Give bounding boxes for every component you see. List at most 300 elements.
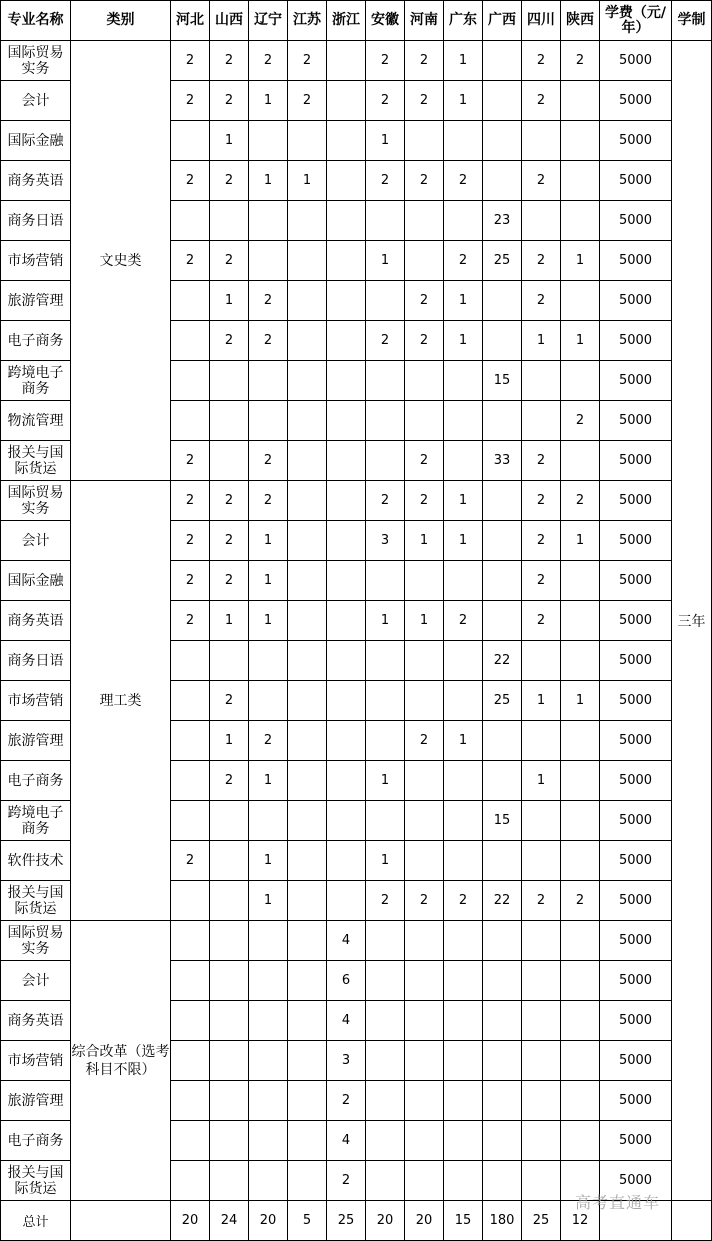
quota-cell: 2: [405, 881, 444, 921]
major-name-cell: 国际金融: [1, 561, 71, 601]
quota-cell: [327, 681, 366, 721]
fee-cell: 5000: [600, 1041, 672, 1081]
quota-cell: [327, 561, 366, 601]
quota-cell: 6: [327, 961, 366, 1001]
quota-cell: [288, 681, 327, 721]
quota-cell: 2: [249, 721, 288, 761]
quota-cell: [210, 1041, 249, 1081]
quota-cell: [171, 641, 210, 681]
quota-cell: [327, 281, 366, 321]
quota-cell: 4: [327, 1001, 366, 1041]
quota-cell: [249, 1121, 288, 1161]
fee-cell: 5000: [600, 1001, 672, 1041]
quota-cell: [522, 841, 561, 881]
quota-cell: 1: [210, 121, 249, 161]
header-province: 河南: [405, 1, 444, 41]
quota-cell: [327, 361, 366, 401]
quota-cell: [288, 601, 327, 641]
total-cell: 180: [483, 1201, 522, 1241]
fee-cell: 5000: [600, 521, 672, 561]
quota-cell: 1: [444, 721, 483, 761]
major-name-cell: 物流管理: [1, 401, 71, 441]
quota-cell: [522, 361, 561, 401]
quota-cell: [561, 441, 600, 481]
quota-cell: 2: [327, 1161, 366, 1201]
quota-cell: [405, 561, 444, 601]
major-name-cell: 国际金融: [1, 121, 71, 161]
quota-cell: [405, 801, 444, 841]
quota-cell: 1: [249, 601, 288, 641]
category-cell: 文史类: [71, 41, 171, 481]
total-row: [1, 1201, 712, 1241]
table-body: [1, 41, 712, 1241]
quota-cell: [561, 561, 600, 601]
major-name-cell: 跨境电子商务: [1, 801, 71, 841]
quota-cell: [249, 1041, 288, 1081]
fee-cell: 5000: [600, 81, 672, 121]
fee-cell: 5000: [600, 161, 672, 201]
quota-cell: [171, 1041, 210, 1081]
quota-cell: [288, 641, 327, 681]
quota-cell: 2: [366, 41, 405, 81]
fee-cell: 5000: [600, 961, 672, 1001]
major-name-cell: 电子商务: [1, 321, 71, 361]
quota-cell: [405, 121, 444, 161]
quota-cell: [327, 801, 366, 841]
header-fee: 学费（元/年）: [600, 1, 672, 41]
quota-cell: [522, 1161, 561, 1201]
header-province: 广西: [483, 1, 522, 41]
quota-cell: [288, 321, 327, 361]
quota-cell: [288, 921, 327, 961]
quota-cell: 15: [483, 361, 522, 401]
quota-cell: [483, 761, 522, 801]
quota-cell: 2: [210, 81, 249, 121]
quota-cell: [405, 401, 444, 441]
quota-cell: [210, 441, 249, 481]
quota-cell: [366, 1081, 405, 1121]
quota-cell: 2: [249, 441, 288, 481]
quota-cell: 2: [561, 401, 600, 441]
fee-cell: 5000: [600, 321, 672, 361]
quota-cell: [210, 921, 249, 961]
quota-cell: [561, 921, 600, 961]
major-name-cell: 商务英语: [1, 601, 71, 641]
quota-cell: 2: [522, 241, 561, 281]
quota-cell: [483, 601, 522, 641]
quota-cell: [171, 961, 210, 1001]
quota-cell: 25: [483, 681, 522, 721]
quota-cell: [171, 121, 210, 161]
quota-cell: [288, 1001, 327, 1041]
header-major: 专业名称: [1, 1, 71, 41]
quota-cell: [405, 641, 444, 681]
fee-cell: 5000: [600, 441, 672, 481]
quota-cell: [405, 761, 444, 801]
quota-cell: 1: [210, 601, 249, 641]
quota-cell: 33: [483, 441, 522, 481]
quota-cell: 2: [522, 81, 561, 121]
quota-cell: [522, 401, 561, 441]
quota-cell: [210, 841, 249, 881]
major-name-cell: 商务英语: [1, 161, 71, 201]
quota-cell: [444, 1121, 483, 1161]
quota-cell: [171, 1121, 210, 1161]
quota-cell: 2: [171, 161, 210, 201]
quota-cell: [483, 721, 522, 761]
category-cell: 综合改革（选考科目不限）: [71, 921, 171, 1201]
quota-cell: [561, 841, 600, 881]
quota-cell: 2: [405, 281, 444, 321]
quota-cell: [249, 201, 288, 241]
quota-cell: [249, 1161, 288, 1201]
quota-cell: 2: [210, 681, 249, 721]
quota-cell: 2: [171, 601, 210, 641]
quota-cell: 1: [249, 841, 288, 881]
quota-cell: [171, 921, 210, 961]
quota-cell: 1: [249, 521, 288, 561]
quota-cell: 2: [405, 161, 444, 201]
fee-cell: 5000: [600, 481, 672, 521]
quota-cell: [561, 1161, 600, 1201]
quota-cell: [522, 1081, 561, 1121]
quota-cell: [405, 921, 444, 961]
quota-cell: [288, 881, 327, 921]
quota-cell: 2: [171, 41, 210, 81]
quota-cell: 1: [561, 241, 600, 281]
table-row: [1, 481, 712, 521]
quota-cell: 1: [405, 601, 444, 641]
quota-cell: [249, 681, 288, 721]
quota-cell: 23: [483, 201, 522, 241]
quota-cell: [561, 1081, 600, 1121]
quota-cell: [444, 1001, 483, 1041]
quota-cell: 2: [210, 321, 249, 361]
quota-cell: 2: [210, 761, 249, 801]
fee-cell: 5000: [600, 361, 672, 401]
quota-cell: 2: [366, 81, 405, 121]
quota-cell: 1: [210, 281, 249, 321]
quota-cell: 2: [444, 241, 483, 281]
quota-cell: [210, 201, 249, 241]
quota-cell: [444, 401, 483, 441]
quota-cell: [561, 1121, 600, 1161]
quota-cell: [210, 361, 249, 401]
quota-cell: [561, 1001, 600, 1041]
quota-cell: [561, 961, 600, 1001]
quota-cell: [366, 1001, 405, 1041]
header-province: 安徽: [366, 1, 405, 41]
quota-cell: 1: [444, 481, 483, 521]
quota-cell: [327, 601, 366, 641]
quota-cell: [288, 121, 327, 161]
quota-cell: [171, 361, 210, 401]
quota-cell: [444, 801, 483, 841]
quota-cell: 2: [171, 521, 210, 561]
quota-cell: [483, 1121, 522, 1161]
quota-cell: [366, 441, 405, 481]
quota-cell: [483, 41, 522, 81]
quota-cell: [561, 641, 600, 681]
fee-cell: 5000: [600, 921, 672, 961]
fee-cell: 5000: [600, 281, 672, 321]
quota-cell: 2: [561, 41, 600, 81]
quota-cell: 1: [444, 281, 483, 321]
quota-cell: [405, 201, 444, 241]
quota-cell: 2: [561, 481, 600, 521]
quota-cell: 2: [522, 881, 561, 921]
quota-cell: [171, 1161, 210, 1201]
quota-cell: [288, 401, 327, 441]
quota-cell: [444, 1081, 483, 1121]
quota-cell: [210, 1161, 249, 1201]
header-province: 河北: [171, 1, 210, 41]
total-duration-blank: [672, 1201, 712, 1241]
quota-cell: [249, 121, 288, 161]
quota-cell: [405, 1081, 444, 1121]
quota-cell: [327, 881, 366, 921]
quota-cell: 2: [444, 881, 483, 921]
quota-cell: [171, 201, 210, 241]
fee-cell: 5000: [600, 1121, 672, 1161]
quota-cell: 1: [444, 521, 483, 561]
quota-cell: [288, 1161, 327, 1201]
quota-cell: [444, 1041, 483, 1081]
header-province: 广东: [444, 1, 483, 41]
quota-cell: 2: [366, 321, 405, 361]
total-label: 总计: [1, 1201, 71, 1241]
quota-cell: 1: [249, 881, 288, 921]
quota-cell: [522, 641, 561, 681]
quota-cell: [327, 521, 366, 561]
quota-cell: 1: [366, 841, 405, 881]
quota-cell: 4: [327, 1121, 366, 1161]
quota-cell: [249, 1081, 288, 1121]
quota-cell: [483, 1161, 522, 1201]
quota-cell: [483, 321, 522, 361]
fee-cell: 5000: [600, 641, 672, 681]
quota-cell: [405, 961, 444, 1001]
quota-cell: 2: [561, 881, 600, 921]
quota-cell: [210, 1081, 249, 1121]
quota-cell: [366, 361, 405, 401]
header-province: 辽宁: [249, 1, 288, 41]
quota-cell: [522, 1001, 561, 1041]
quota-cell: [483, 481, 522, 521]
quota-cell: [405, 1001, 444, 1041]
quota-cell: 1: [366, 761, 405, 801]
quota-cell: [249, 921, 288, 961]
total-cell: 24: [210, 1201, 249, 1241]
total-cell: 25: [522, 1201, 561, 1241]
quota-cell: [366, 641, 405, 681]
quota-cell: 1: [522, 681, 561, 721]
quota-cell: [405, 361, 444, 401]
quota-cell: 15: [483, 801, 522, 841]
major-name-cell: 市场营销: [1, 681, 71, 721]
fee-cell: 5000: [600, 121, 672, 161]
major-name-cell: 会计: [1, 81, 71, 121]
total-fee-blank: [600, 1201, 672, 1241]
header-row: [1, 1, 712, 41]
quota-cell: [171, 281, 210, 321]
quota-cell: [561, 1041, 600, 1081]
quota-cell: [366, 801, 405, 841]
quota-cell: [327, 401, 366, 441]
quota-cell: [171, 401, 210, 441]
quota-cell: [327, 841, 366, 881]
quota-cell: [405, 681, 444, 721]
quota-cell: 2: [249, 41, 288, 81]
quota-cell: 2: [210, 41, 249, 81]
quota-cell: [483, 921, 522, 961]
category-cell: 理工类: [71, 481, 171, 921]
total-cell: 20: [366, 1201, 405, 1241]
quota-cell: [561, 121, 600, 161]
quota-cell: [210, 881, 249, 921]
quota-cell: [522, 721, 561, 761]
quota-cell: [366, 1041, 405, 1081]
major-name-cell: 市场营销: [1, 1041, 71, 1081]
quota-cell: [327, 321, 366, 361]
quota-cell: [522, 121, 561, 161]
major-name-cell: 商务日语: [1, 201, 71, 241]
quota-cell: [366, 201, 405, 241]
quota-cell: [561, 801, 600, 841]
quota-cell: 2: [522, 441, 561, 481]
quota-cell: [483, 841, 522, 881]
quota-cell: 2: [366, 881, 405, 921]
quota-cell: [522, 1041, 561, 1081]
quota-cell: [366, 1161, 405, 1201]
quota-cell: 3: [327, 1041, 366, 1081]
major-name-cell: 国际贸易实务: [1, 41, 71, 81]
quota-cell: [444, 961, 483, 1001]
quota-cell: [561, 161, 600, 201]
quota-cell: 1: [288, 161, 327, 201]
quota-cell: [210, 961, 249, 1001]
quota-cell: 1: [249, 761, 288, 801]
quota-cell: [288, 241, 327, 281]
quota-cell: [366, 721, 405, 761]
major-name-cell: 会计: [1, 521, 71, 561]
quota-cell: [405, 1041, 444, 1081]
major-name-cell: 市场营销: [1, 241, 71, 281]
quota-cell: 2: [444, 161, 483, 201]
quota-cell: [249, 1001, 288, 1041]
total-cell: 20: [249, 1201, 288, 1241]
quota-cell: 1: [249, 161, 288, 201]
quota-cell: [561, 361, 600, 401]
quota-cell: [561, 601, 600, 641]
fee-cell: 5000: [600, 1161, 672, 1201]
table-row: [1, 41, 712, 81]
quota-cell: [288, 761, 327, 801]
quota-cell: [171, 1081, 210, 1121]
quota-cell: [288, 361, 327, 401]
quota-cell: 1: [444, 81, 483, 121]
quota-cell: [444, 561, 483, 601]
quota-cell: 4: [327, 921, 366, 961]
quota-cell: 2: [210, 521, 249, 561]
quota-cell: [483, 561, 522, 601]
quota-cell: [561, 281, 600, 321]
quota-cell: [405, 1161, 444, 1201]
quota-cell: [210, 641, 249, 681]
quota-cell: [171, 801, 210, 841]
major-name-cell: 国际贸易实务: [1, 481, 71, 521]
total-category-blank: [71, 1201, 171, 1241]
quota-cell: 2: [288, 41, 327, 81]
fee-cell: 5000: [600, 721, 672, 761]
fee-cell: 5000: [600, 761, 672, 801]
quota-cell: [522, 1121, 561, 1161]
quota-cell: [483, 281, 522, 321]
quota-cell: [444, 361, 483, 401]
quota-cell: 1: [444, 41, 483, 81]
quota-cell: [522, 921, 561, 961]
quota-cell: [171, 681, 210, 721]
quota-cell: [327, 201, 366, 241]
fee-cell: 5000: [600, 681, 672, 721]
quota-cell: [561, 761, 600, 801]
quota-cell: [327, 441, 366, 481]
quota-cell: [561, 201, 600, 241]
quota-cell: [483, 1041, 522, 1081]
quota-cell: [483, 1001, 522, 1041]
quota-cell: 2: [249, 321, 288, 361]
quota-cell: 2: [522, 41, 561, 81]
quota-cell: [483, 121, 522, 161]
quota-cell: [327, 721, 366, 761]
total-cell: 15: [444, 1201, 483, 1241]
header-duration: 学制: [672, 1, 712, 41]
quota-cell: [444, 201, 483, 241]
major-name-cell: 旅游管理: [1, 1081, 71, 1121]
quota-cell: 2: [249, 281, 288, 321]
quota-cell: [444, 921, 483, 961]
quota-cell: [249, 641, 288, 681]
fee-cell: 5000: [600, 801, 672, 841]
fee-cell: 5000: [600, 41, 672, 81]
quota-cell: [327, 761, 366, 801]
quota-cell: 2: [327, 1081, 366, 1121]
quota-cell: [366, 961, 405, 1001]
major-name-cell: 报关与国际货运: [1, 881, 71, 921]
quota-cell: [327, 121, 366, 161]
quota-cell: 3: [366, 521, 405, 561]
major-name-cell: 电子商务: [1, 1121, 71, 1161]
header-province: 浙江: [327, 1, 366, 41]
quota-cell: [483, 161, 522, 201]
quota-cell: 22: [483, 881, 522, 921]
quota-cell: 2: [405, 481, 444, 521]
total-cell: 25: [327, 1201, 366, 1241]
quota-cell: [288, 441, 327, 481]
header-category: 类别: [71, 1, 171, 41]
quota-cell: [171, 1001, 210, 1041]
quota-cell: [171, 721, 210, 761]
quota-cell: [366, 921, 405, 961]
quota-cell: [444, 441, 483, 481]
quota-cell: [288, 841, 327, 881]
quota-cell: 1: [561, 521, 600, 561]
quota-cell: [444, 681, 483, 721]
quota-cell: 1: [405, 521, 444, 561]
header-province: 四川: [522, 1, 561, 41]
fee-cell: 5000: [600, 841, 672, 881]
quota-cell: 1: [249, 561, 288, 601]
